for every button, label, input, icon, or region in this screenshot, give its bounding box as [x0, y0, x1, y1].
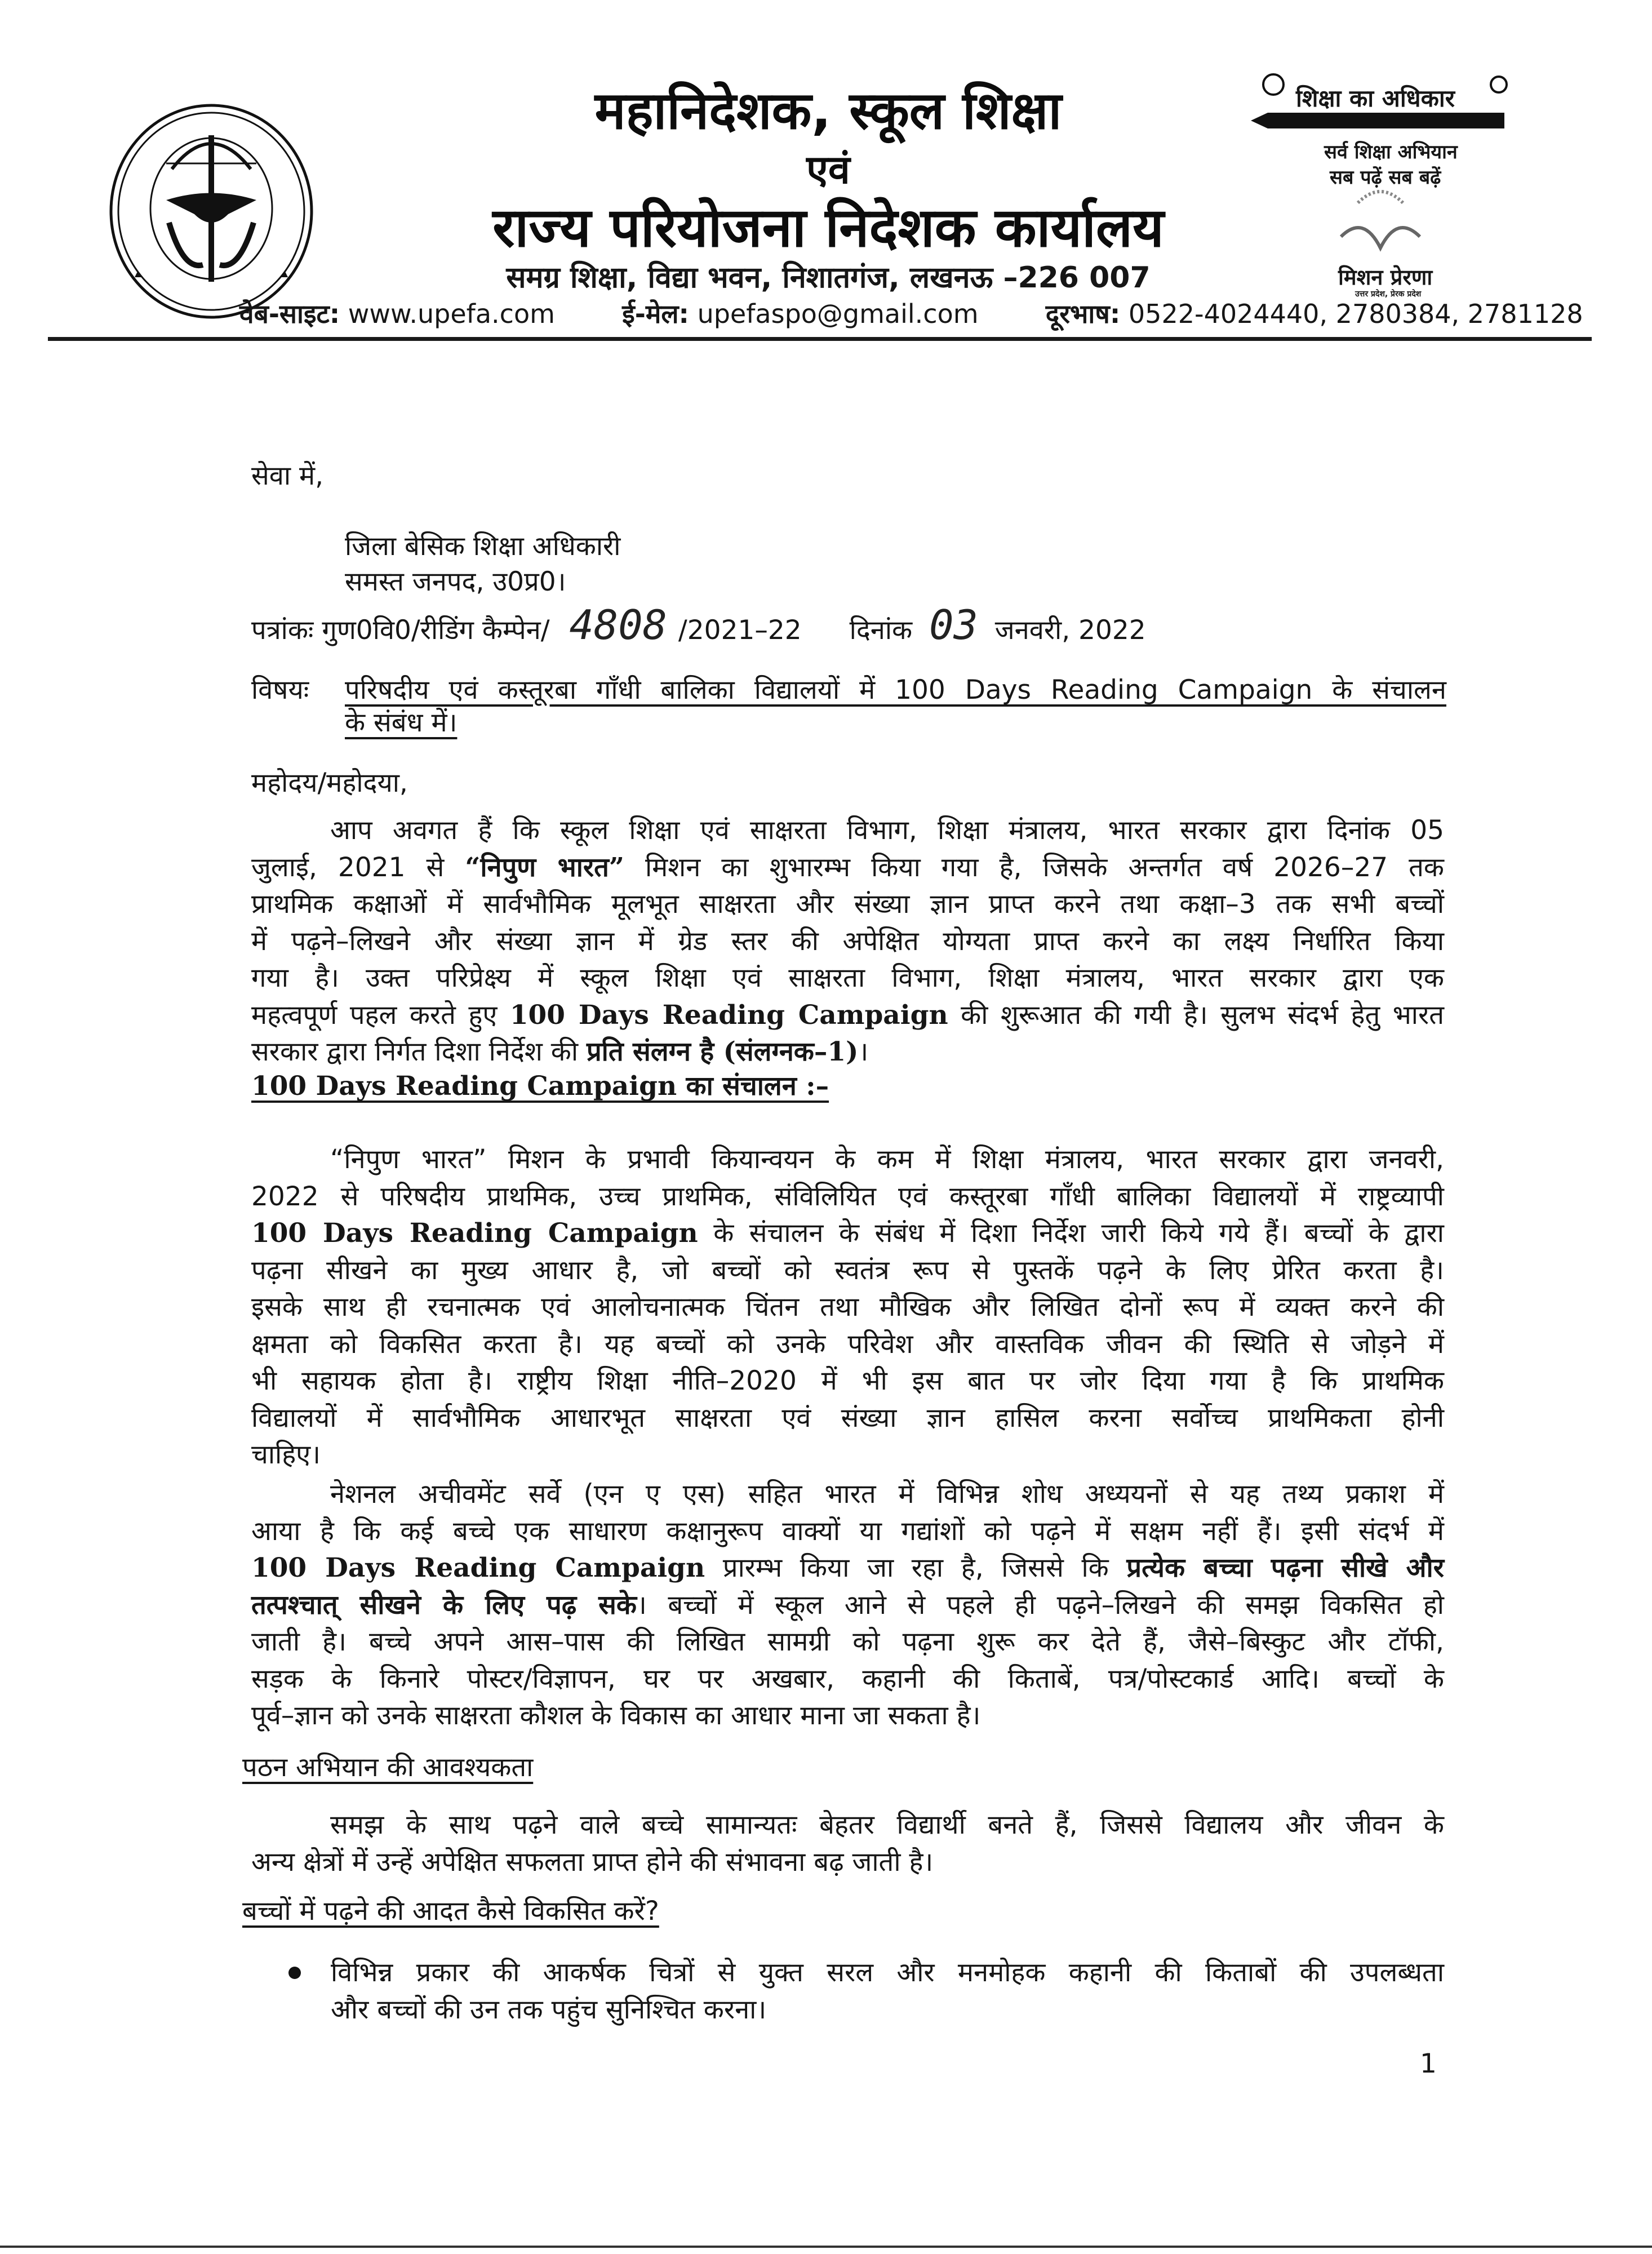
- bold-text: 100 Days Reading Campaign: [251, 1552, 705, 1583]
- text-line: [251, 1363, 1444, 1400]
- text-segment: जुलाई, 2021 से: [251, 851, 465, 883]
- website-link[interactable]: www.upefa.com: [348, 299, 555, 329]
- text-segment: । बच्चों में स्कूल आने से पहले ही पढ़ने–लिखने की समझ विकसित हो: [636, 1589, 1444, 1621]
- office-address: समग्र शिक्षा, विद्या भवन, निशातगंज, लखनऊ –226 007: [506, 261, 1151, 295]
- text-segment: क्षमता को विकसित करता है। यह बच्चों को उनके परिवेश और वास्तविक जीवन की स्थिति से जोड़ने में: [251, 1328, 1444, 1360]
- text-segment: पूर्व–ज्ञान को उनके साक्षरता कौशल के विकास का आधार माना जा सकता है।: [251, 1700, 981, 1731]
- text-line: [251, 1215, 1444, 1252]
- paragraph-2: [251, 1141, 1444, 1474]
- mission-prerna-sub: उत्तर प्रदेश, प्रेरक प्रदेश: [1355, 290, 1422, 299]
- text-segment: 2022 से परिषदीय प्राथमिक, उच्च प्राथमिक, संविलियित एवं कस्तूरबा गाँधी बालिका विद्यालयों में राष्ट्रव्यापी: [251, 1181, 1444, 1212]
- heading-campaign-operation: 100 Days Reading Campaign का संचालन :–: [251, 1071, 829, 1102]
- text-segment: महत्वपूर्ण पहल करते हुए: [251, 999, 510, 1031]
- subject-line2: के संबंध में।: [345, 707, 458, 738]
- text-segment: चाहिए।: [251, 1439, 321, 1470]
- text-line: [251, 1289, 1444, 1326]
- text-segment: के संचालन के संबंध में दिशा निर्देश जारी किये गये हैं। बच्चों के द्वारा: [698, 1218, 1444, 1249]
- text-segment: और बच्चों की उन तक पहुंच सुनिश्चित करना।: [331, 1994, 767, 2025]
- paragraph-3: [251, 1476, 1444, 1734]
- ref-label: पत्रांकः: [251, 615, 314, 646]
- text-line: [251, 1807, 1444, 1844]
- phone-numbers: 0522-4024440, 2780384, 2781128: [1128, 299, 1583, 329]
- ref-year: /2021–22: [678, 615, 802, 646]
- addressee-line1: जिला बेसिक शिक्षा अधिकारी: [345, 531, 621, 562]
- text-line: [251, 1436, 1444, 1474]
- text-line: [251, 1178, 1444, 1215]
- text-segment: में पढ़ने–लिखने और संख्या ज्ञान में ग्रेड स्तर की अपेक्षित योग्यता प्राप्त करने का लक्ष्य निर्धारित किया: [251, 925, 1444, 957]
- bold-text: प्रति संलग्न है (संलग्नक–1): [586, 1036, 859, 1067]
- text-segment: मिशन का शुभारम्भ किया गया है, जिसके अन्तर्गत वर्ष 2026–27 तक: [624, 851, 1445, 883]
- text-segment: गया है। उक्त परिप्रेक्ष्य में स्कूल शिक्षा एवं साक्षरता विभाग, शिक्षा मंत्रालय, भारत सरकार द्वारा एक: [251, 962, 1444, 993]
- page-number: 1: [1420, 2048, 1437, 2079]
- text-segment: समझ के साथ पढ़ने वाले बच्चे सामान्यतः बेहतर विद्यार्थी बनते हैं, जिससे विद्यालय और जीवन के: [330, 1809, 1444, 1840]
- text-segment: जाती है। बच्चे अपने आस–पास की लिखित सामग्री को पढ़ना शुरू कर देते हैं, जैसे–बिस्कुट और टॉफी,: [251, 1626, 1444, 1657]
- bullet-item-1: [331, 1954, 1444, 2028]
- date-month-year: जनवरी, 2022: [994, 615, 1146, 646]
- website-label: वेब-साइट:: [239, 299, 340, 329]
- text-line: [251, 1623, 1444, 1661]
- reference-line: [251, 601, 1146, 649]
- text-segment: की शुरूआत की गयी है। सुलभ संदर्भ हेतु भारत: [948, 999, 1444, 1031]
- bold-text: प्रत्येक बच्चा पढ़ना सीखे और: [1126, 1552, 1444, 1583]
- subject-label: विषयः: [251, 675, 309, 706]
- addressee-line2: समस्त जनपद, उ0प्र0।: [345, 566, 566, 597]
- office-title-line3: राज्य परियोजना निदेशक कार्यालय: [492, 196, 1164, 259]
- text-segment: नेशनल अचीवमेंट सर्वे (एन ए एस) सहित भारत में विभिन्न शोध अध्ययनों से यह तथ्य प्रकाश में: [330, 1479, 1444, 1510]
- text-segment: अन्य क्षेत्रों में उन्हें अपेक्षित सफलता प्राप्त होने की संभावना बढ़ जाती है।: [251, 1846, 934, 1878]
- text-line: [251, 1141, 1444, 1178]
- bullet-icon: [288, 1967, 301, 1979]
- text-line: [251, 1513, 1444, 1550]
- subject-line1: परिषदीय एवं कस्तूरबा गाँधी बालिका विद्यालयों में 100 Days Reading Campaign के संचालन: [345, 675, 1446, 706]
- ref-prefix: गुण0वि0/रीडिंग कैम्पेन/: [322, 615, 550, 646]
- text-line: [251, 923, 1444, 960]
- text-segment: प्राथमिक कक्षाओं में सार्वभौमिक मूलभूत साक्षरता और संख्या ज्ञान प्राप्त करने तथा कक्षा–3 तक सभी बच्चों: [251, 889, 1444, 920]
- text-line: [251, 1476, 1444, 1513]
- text-segment: सरकार द्वारा निर्गत दिशा निर्देश की: [251, 1036, 587, 1067]
- text-line: [251, 886, 1444, 923]
- heading-reading-habit: बच्चों में पढ़ने की आदत कैसे विकसित करें?: [242, 1896, 659, 1927]
- text-line: [251, 997, 1444, 1034]
- bold-text: 100 Days Reading Campaign: [251, 1218, 698, 1249]
- heading-campaign-need: पठन अभियान की आवश्यकता: [242, 1752, 534, 1783]
- text-segment: इसके साथ ही रचनात्मक एवं आलोचनात्मक चिंतन तथा मौखिक और लिखित दोनों रूप में व्यक्त करने की: [251, 1292, 1444, 1323]
- text-segment: विद्यालयों में सार्वभौमिक आधारभूत साक्षरता एवं संख्या ज्ञान हासिल करना सर्वोच्च प्राथमिकता होनी: [251, 1402, 1444, 1434]
- text-line: [251, 1550, 1444, 1587]
- right-logo: [1234, 68, 1527, 310]
- bold-text: “निपुण भारत”: [465, 851, 624, 883]
- text-line: [251, 960, 1444, 997]
- rte-label: शिक्षा का अधिकार: [1296, 85, 1455, 112]
- text-line: [331, 1954, 1444, 1991]
- text-segment: आया है कि कई बच्चे एक साधारण कक्षानुरूप वाक्यों या गद्यांशों को पढ़ने में सक्षम नहीं हैं। इसी संदर्भ में: [251, 1515, 1444, 1547]
- bold-text: 100 Days Reading Campaign: [509, 999, 948, 1031]
- office-title-line2: एवं: [806, 147, 850, 193]
- text-line: [251, 1033, 1444, 1071]
- text-line: [251, 1844, 1444, 1881]
- paragraph-1: [251, 812, 1444, 1071]
- up-government-emblem: [104, 101, 318, 321]
- text-segment: प्रारम्भ किया जा रहा है, जिससे कि: [705, 1552, 1127, 1583]
- date-label: दिनांक: [849, 615, 913, 646]
- contact-line: [239, 296, 1583, 331]
- text-segment: “निपुण भारत” मिशन के प्रभावी कियान्वयन के कम में शिक्षा मंत्रालय, भारत सरकार द्वारा जनवरी,: [330, 1144, 1444, 1175]
- text-line: [251, 812, 1444, 849]
- text-line: [331, 1991, 1444, 2029]
- email-label: ई-मेल:: [622, 299, 689, 329]
- salutation-to: सेवा में,: [251, 460, 324, 491]
- text-line: [251, 1400, 1444, 1437]
- text-line: [251, 1661, 1444, 1698]
- ssa-label: सर्व शिक्षा अभियान: [1324, 141, 1458, 163]
- text-line: [251, 1587, 1444, 1624]
- date-day-handwritten: 03: [929, 601, 978, 649]
- page-bottom-edge: [0, 2246, 1652, 2248]
- email-link[interactable]: upefaspo@gmail.com: [697, 299, 979, 329]
- header-divider: [48, 337, 1592, 341]
- bold-text: तत्पश्चात् सीखने के लिए पढ़ सके: [251, 1589, 637, 1621]
- text-line: [251, 849, 1444, 886]
- text-line: [251, 1697, 1444, 1734]
- phone-label: दूरभाष:: [1045, 299, 1121, 329]
- text-segment: आप अवगत हैं कि स्कूल शिक्षा एवं साक्षरता विभाग, शिक्षा मंत्रालय, भारत सरकार द्वारा दिनांक 05: [330, 815, 1444, 846]
- text-segment: सड़क के किनारे पोस्टर/विज्ञापन, घर पर अखबार, कहानी की किताबें, पत्र/पोस्टकार्ड आदि। बच्चों के: [251, 1663, 1444, 1694]
- text-segment: पढ़ना सीखने का मुख्य आधार है, जो बच्चों को स्वतंत्र रूप से पुस्तकें पढ़ने के लिए प्रेरित करता है।: [251, 1254, 1444, 1286]
- text-segment: विभिन्न प्रकार की आकर्षक चित्रों से युक्त सरल और मनमोहक कहानी की किताबों की उपलब्धता: [331, 1957, 1444, 1988]
- paragraph-4: [251, 1807, 1444, 1880]
- text-segment: ।: [858, 1036, 869, 1067]
- mission-prerna-label: मिशन प्रेरणा: [1338, 265, 1433, 290]
- ref-number-handwritten: 4808: [569, 601, 667, 649]
- ssa-slogan: सब पढ़ें सब बढ़ें: [1330, 166, 1441, 189]
- salutation: महोदय/महोदया,: [251, 767, 408, 798]
- text-segment: भी सहायक होता है। राष्ट्रीय शिक्षा नीति–2020 में भी इस बात पर जोर दिया गया है कि प्राथमिक: [251, 1365, 1444, 1396]
- text-line: [251, 1252, 1444, 1289]
- office-title-line1: महानिदेशक, स्कूल शिक्षा: [594, 81, 1062, 141]
- text-line: [251, 1326, 1444, 1363]
